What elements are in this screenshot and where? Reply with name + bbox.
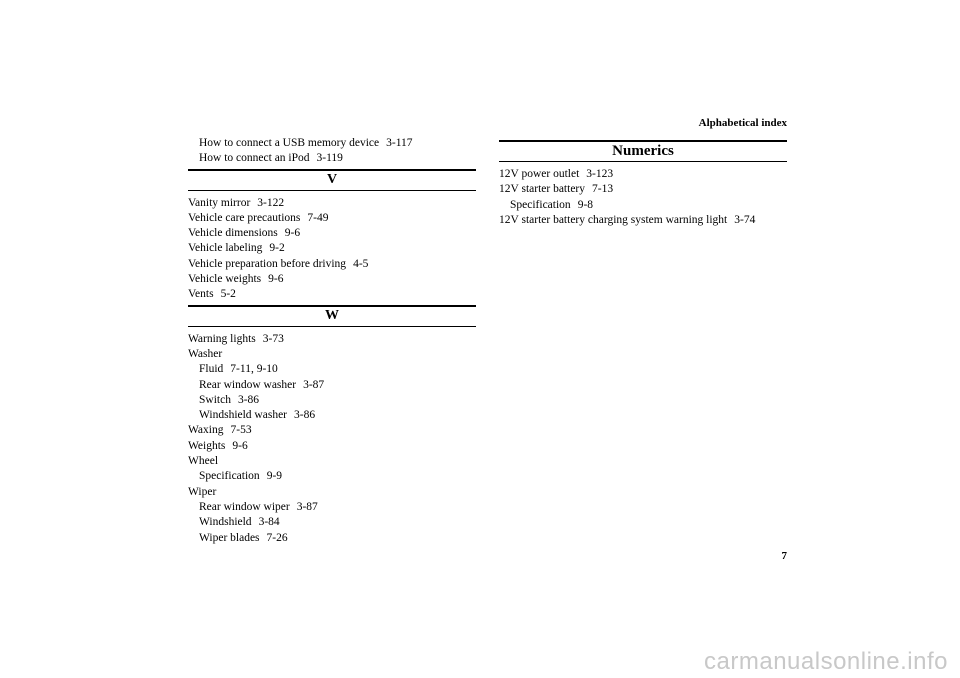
index-page-ref: 7-11, 9-10 <box>230 363 278 376</box>
index-term: 12V power outlet <box>499 168 580 180</box>
index-entry <box>188 423 476 438</box>
index-entry <box>188 439 476 454</box>
index-term: Rear window wiper <box>199 500 290 513</box>
index-entry <box>188 454 476 469</box>
index-term: Specification <box>199 470 260 483</box>
index-term: Wheel <box>188 455 219 468</box>
index-subentry <box>188 469 476 484</box>
index-entry <box>188 287 476 302</box>
index-page-ref: 3-87 <box>303 378 325 391</box>
index-page-ref: 7-13 <box>592 183 614 196</box>
index-page-ref: 3-86 <box>294 409 316 422</box>
index-page-ref: 7-26 <box>266 531 288 544</box>
index-page-ref: 3-84 <box>258 516 280 529</box>
index-page-ref: 9-6 <box>268 273 284 286</box>
index-term: Weights <box>188 439 226 452</box>
index-page-ref: 9-6 <box>232 439 248 452</box>
index-page-ref: 3-123 <box>586 168 614 180</box>
index-subentry <box>188 362 476 377</box>
index-subentry <box>188 393 476 408</box>
index-term: Vehicle dimensions <box>188 227 278 240</box>
index-subentry <box>188 151 476 166</box>
index-page-ref: 9-9 <box>266 470 283 483</box>
index-term: Windshield washer <box>199 409 288 422</box>
index-entry <box>188 257 476 272</box>
index-entry <box>499 213 787 228</box>
index-entry <box>188 272 476 287</box>
index-page-ref: 4-5 <box>353 257 369 270</box>
index-term: 12V starter battery <box>499 183 586 196</box>
index-page-ref: 5-2 <box>220 288 236 301</box>
index-term: Vents <box>188 288 214 301</box>
index-entry <box>188 332 476 347</box>
index-page-ref: 3-86 <box>237 393 260 406</box>
index-term: Switch <box>199 393 231 406</box>
index-subentry <box>188 408 476 423</box>
index-subentry <box>188 378 476 393</box>
index-term: How to connect an iPod <box>199 152 310 165</box>
index-page-ref: 7-53 <box>230 424 252 437</box>
index-term: Specification <box>510 198 571 211</box>
index-term: How to connect a USB memory device <box>199 137 380 149</box>
index-entry <box>188 196 476 211</box>
index-page-ref: 3-73 <box>262 332 284 345</box>
index-term: Vanity mirror <box>188 196 251 209</box>
index-page-ref: 9-8 <box>577 198 594 211</box>
index-entry <box>188 485 476 500</box>
section-header-v: V <box>188 169 476 191</box>
index-subentry <box>188 500 476 515</box>
index-term: Rear window washer <box>199 378 297 391</box>
index-entry <box>188 241 476 256</box>
index-term: Waxing <box>188 424 224 437</box>
index-page-ref: 9-2 <box>269 242 285 255</box>
index-entry <box>188 226 476 241</box>
index-subentry <box>499 198 787 213</box>
index-term: Warning lights <box>188 332 256 345</box>
index-page-ref: 3-119 <box>316 152 343 165</box>
index-term: Wiper <box>188 485 217 498</box>
index-column-left <box>188 136 476 546</box>
index-term: 12V starter battery charging system warning light <box>499 213 728 226</box>
index-term: Windshield <box>199 516 252 529</box>
index-term: Vehicle labeling <box>188 242 263 255</box>
index-page-ref: 7-49 <box>307 211 329 224</box>
index-subentry <box>188 515 476 530</box>
index-page-ref: 3-122 <box>257 196 285 209</box>
index-page-ref: 3-87 <box>296 500 318 513</box>
index-term: Vehicle preparation before driving <box>188 257 347 270</box>
watermark-text: carmanualsonline.info <box>704 648 948 675</box>
index-term: Wiper blades <box>199 531 260 544</box>
index-term: Vehicle care precautions <box>188 211 301 224</box>
section-header-w: W <box>188 305 476 327</box>
page-header-title: Alphabetical index <box>698 117 787 129</box>
index-term: Washer <box>188 347 223 360</box>
index-entry <box>499 182 787 197</box>
index-entry <box>188 347 476 362</box>
index-subentry <box>188 531 476 546</box>
index-page-ref: 9-6 <box>284 227 301 240</box>
index-page-ref: 3-74 <box>734 213 756 226</box>
page-number: 7 <box>781 550 787 562</box>
index-term: Fluid <box>199 363 224 376</box>
section-header-numerics: Numerics <box>499 140 787 162</box>
index-term: Vehicle weights <box>188 273 262 286</box>
index-entry <box>499 167 787 182</box>
index-subentry <box>188 136 476 151</box>
index-page-ref: 3-117 <box>386 137 413 149</box>
index-entry <box>188 211 476 226</box>
index-column-right <box>499 140 787 228</box>
